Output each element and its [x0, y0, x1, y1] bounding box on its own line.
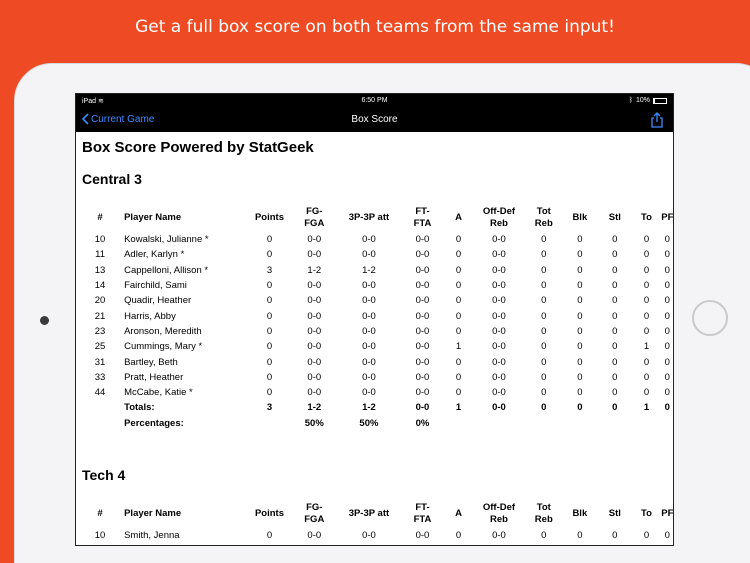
- column-header-pf: PF: [661, 508, 674, 519]
- navigation-bar: [76, 108, 673, 132]
- camera: [40, 316, 49, 325]
- cell-off-def-reb: 0-0: [492, 280, 506, 292]
- cell-blk: 0: [577, 387, 583, 399]
- column-header-ft: FT- FTA: [413, 206, 432, 229]
- cell-three-pt: 0-0: [362, 310, 376, 322]
- player-row: [76, 247, 674, 262]
- cell-tot-reb: 0: [541, 264, 547, 276]
- cell-assists: [443, 416, 474, 431]
- cell-assists: 0: [455, 234, 462, 246]
- cell-stl: 0: [612, 325, 618, 337]
- column-header-off-def-reb: Off-Def Reb: [482, 502, 516, 525]
- cell-num: 33: [94, 371, 106, 383]
- cell-num: 31: [94, 356, 106, 368]
- player-row: [76, 232, 674, 247]
- cell-stl: 0: [612, 280, 618, 292]
- cell-points: 0: [266, 356, 273, 368]
- cell-assists: 0: [455, 280, 462, 292]
- cell-assists: 0: [455, 356, 462, 368]
- cell-ft: 0-0: [415, 530, 430, 542]
- cell-num: 21: [94, 310, 106, 322]
- cell-three-pt: 0-0: [362, 371, 376, 383]
- cell-tot-reb: 0: [541, 356, 547, 368]
- column-header-num: #: [97, 212, 103, 223]
- cell-off-def-reb: 0-0: [492, 234, 506, 246]
- box-score-table: [76, 204, 674, 431]
- cell-num: 11: [95, 249, 105, 261]
- cell-tot-reb: 0: [541, 310, 547, 322]
- cell-stl: 0: [612, 295, 618, 307]
- cell-assists: 0: [455, 310, 462, 322]
- cell-fg: 0-0: [307, 310, 322, 322]
- cell-stl: 0: [612, 310, 618, 322]
- cell-fg: 0-0: [307, 356, 322, 368]
- cell-pf: 0: [664, 249, 670, 261]
- cell-to: 0: [643, 387, 650, 399]
- cell-blk: [563, 416, 596, 431]
- player-row: [76, 324, 674, 339]
- cell-tot-reb: 0: [541, 371, 547, 383]
- cell-to: 0: [643, 249, 650, 261]
- header-row: [76, 500, 674, 528]
- cell-fg: 0-0: [307, 249, 322, 261]
- cell-tot-reb: 0: [541, 249, 547, 261]
- cell-num: 13: [94, 264, 106, 276]
- column-header-three-pt: 3P-3P att: [348, 212, 390, 223]
- cell-assists: 1: [455, 402, 462, 414]
- promo-banner: Get a full box score on both teams from the same input!: [135, 17, 615, 37]
- cell-fg: 1-2: [307, 264, 322, 276]
- cell-pf: 0: [664, 530, 670, 542]
- column-header-three-pt: 3P-3P att: [348, 508, 390, 519]
- cell-off-def-reb: 0-0: [492, 356, 506, 368]
- cell-ft: 0-0: [415, 264, 430, 276]
- cell-pf: 0: [664, 264, 670, 276]
- battery-fill: [654, 99, 655, 103]
- cell-assists: 0: [455, 530, 462, 542]
- column-header-off-def-reb: Off-Def Reb: [482, 206, 516, 229]
- cell-pf: 0: [664, 341, 670, 353]
- cell-three-pt: 0-0: [362, 387, 376, 399]
- cell-three-pt: 0-0: [362, 530, 376, 542]
- cell-blk: 0: [577, 402, 583, 414]
- cell-assists: 1: [455, 341, 462, 353]
- cell-stl: 0: [612, 402, 618, 414]
- cell-num: 25: [94, 341, 106, 353]
- cell-points: 3: [266, 264, 273, 276]
- cell-fg: 0-0: [307, 280, 322, 292]
- cell-points: [247, 416, 293, 431]
- cell-three-pt: 1-2: [362, 402, 376, 414]
- cell-fg: 0-0: [307, 530, 322, 542]
- cell-assists: 0: [455, 295, 462, 307]
- cell-points: 0: [266, 280, 273, 292]
- battery-icon: [653, 98, 667, 104]
- status-bar: [76, 94, 673, 108]
- cell-tot-reb: 0: [541, 234, 547, 246]
- header-row: [76, 204, 674, 232]
- column-header-tot-reb: Tot Reb: [534, 206, 553, 229]
- cell-num: [76, 400, 124, 415]
- cell-pf: 0: [664, 402, 670, 414]
- clock: 6:50 PM: [361, 97, 388, 104]
- page-title: Box Score Powered by StatGeek: [82, 139, 314, 156]
- cell-to: 0: [643, 325, 650, 337]
- cell-blk: 0: [577, 234, 583, 246]
- cell-player-name: Kowalski, Julianne *: [124, 234, 209, 246]
- cell-stl: 0: [612, 341, 618, 353]
- cell-ft: 0-0: [415, 341, 430, 353]
- cell-assists: 0: [455, 387, 462, 399]
- player-row: [76, 263, 674, 278]
- cell-num: 20: [94, 295, 106, 307]
- cell-to: 0: [643, 530, 650, 542]
- cell-tot-reb: 0: [541, 402, 547, 414]
- cell-pf: 0: [664, 387, 670, 399]
- cell-points: 0: [266, 530, 273, 542]
- cell-pf: 0: [664, 310, 670, 322]
- cell-to: 1: [643, 402, 650, 414]
- back-label: Current Game: [91, 113, 155, 125]
- player-row: [76, 278, 674, 293]
- cell-points: 3: [266, 402, 273, 414]
- column-header-tot-reb: Tot Reb: [534, 502, 553, 525]
- cell-tot-reb: 0: [541, 280, 547, 292]
- cell-pf: 0: [664, 295, 670, 307]
- cell-off-def-reb: 0-0: [492, 264, 506, 276]
- cell-stl: 0: [612, 530, 618, 542]
- box-score-table: [76, 500, 674, 543]
- player-row: [76, 354, 674, 369]
- column-header-player-name: Player Name: [124, 508, 182, 519]
- cell-blk: 0: [577, 356, 583, 368]
- cell-blk: 0: [577, 280, 583, 292]
- cell-stl: 0: [612, 249, 618, 261]
- cell-fg: 0-0: [307, 295, 322, 307]
- player-row: [76, 293, 674, 308]
- cell-three-pt: 0-0: [362, 280, 376, 292]
- cell-off-def-reb: 0-0: [492, 341, 506, 353]
- cell-three-pt: 0-0: [362, 234, 376, 246]
- team-name: Central 3: [82, 171, 142, 187]
- cell-stl: 0: [612, 356, 618, 368]
- player-row: [76, 308, 674, 323]
- cell-pf: 0: [664, 234, 670, 246]
- cell-blk: 0: [577, 295, 583, 307]
- column-header-pf: PF: [661, 212, 674, 223]
- cell-off-def-reb: 0-0: [492, 325, 506, 337]
- cell-blk: 0: [577, 530, 583, 542]
- cell-blk: 0: [577, 371, 583, 383]
- battery-status: [629, 97, 667, 104]
- cell-points: 0: [266, 234, 273, 246]
- cell-fg: 1-2: [307, 402, 322, 414]
- cell-off-def-reb: 0-0: [492, 249, 506, 261]
- cell-num: 44: [94, 387, 106, 399]
- cell-three-pt: 0-0: [362, 356, 376, 368]
- player-row: [76, 528, 674, 543]
- cell-pf: [660, 416, 674, 431]
- share-icon: [651, 112, 663, 128]
- cell-blk: 0: [577, 249, 583, 261]
- cell-ft: 0%: [415, 417, 430, 429]
- cell-assists: 0: [455, 264, 462, 276]
- totals-row: [76, 400, 674, 415]
- share-button[interactable]: [651, 112, 663, 133]
- cell-tot-reb: 0: [541, 530, 547, 542]
- cell-off-def-reb: 0-0: [492, 387, 506, 399]
- column-header-to: To: [641, 212, 652, 223]
- cell-blk: 0: [577, 341, 583, 353]
- cell-ft: 0-0: [415, 371, 430, 383]
- cell-points: 0: [266, 387, 273, 399]
- wifi-icon: ≋: [97, 98, 104, 105]
- cell-three-pt: 0-0: [362, 249, 376, 261]
- cell-pf: 0: [664, 325, 670, 337]
- column-header-blk: Blk: [572, 212, 588, 223]
- cell-pf: 0: [664, 356, 670, 368]
- column-header-points: Points: [254, 212, 284, 223]
- percentages-row: [76, 416, 674, 431]
- cell-to: 0: [643, 264, 650, 276]
- cell-tot-reb: 0: [541, 325, 547, 337]
- cell-ft: 0-0: [415, 325, 430, 337]
- cell-player-name: Bartley, Beth: [124, 356, 178, 368]
- cell-to: 0: [643, 310, 650, 322]
- cell-off-def-reb: 0-0: [492, 402, 506, 414]
- cell-num: 14: [94, 280, 106, 292]
- cell-points: 0: [266, 371, 273, 383]
- cell-player-name: Totals:: [124, 402, 155, 414]
- cell-to: 0: [643, 280, 650, 292]
- player-row: [76, 370, 674, 385]
- cell-tot-reb: 0: [541, 341, 547, 353]
- cell-to: 0: [643, 371, 650, 383]
- cell-fg: 0-0: [307, 371, 322, 383]
- cell-stl: 0: [612, 387, 618, 399]
- cell-ft: 0-0: [415, 280, 430, 292]
- cell-three-pt: 50%: [359, 417, 379, 429]
- cell-blk: 0: [577, 310, 583, 322]
- cell-num: 10: [94, 234, 106, 246]
- cell-off-def-reb: 0-0: [492, 310, 506, 322]
- home-button[interactable]: [692, 300, 728, 336]
- column-header-ft: FT- FTA: [413, 502, 432, 525]
- cell-three-pt: 0-0: [362, 341, 376, 353]
- player-row: [76, 385, 674, 400]
- cell-blk: 0: [577, 264, 583, 276]
- cell-stl: 0: [612, 264, 618, 276]
- cell-ft: 0-0: [415, 402, 430, 414]
- nav-title: Box Score: [351, 114, 398, 125]
- column-header-assists: A: [455, 212, 462, 223]
- column-header-points: Points: [254, 508, 284, 519]
- cell-blk: 0: [577, 325, 583, 337]
- cell-stl: 0: [612, 371, 618, 383]
- cell-points: 0: [266, 249, 273, 261]
- team-name: Tech 4: [82, 467, 126, 483]
- cell-fg: 50%: [304, 417, 324, 429]
- cell-player-name: McCabe, Katie *: [124, 387, 193, 399]
- cell-fg: 0-0: [307, 387, 322, 399]
- cell-assists: 0: [455, 249, 462, 261]
- column-header-num: #: [97, 508, 103, 519]
- cell-player-name: Quadir, Heather: [124, 295, 192, 307]
- cell-to: 0: [643, 234, 650, 246]
- cell-num: 23: [94, 325, 106, 337]
- cell-ft: 0-0: [415, 356, 430, 368]
- cell-assists: 0: [455, 371, 462, 383]
- column-header-stl: Stl: [608, 212, 621, 223]
- cell-player-name: Harris, Abby: [124, 310, 176, 322]
- cell-points: 0: [266, 341, 273, 353]
- column-header-blk: Blk: [572, 508, 588, 519]
- cell-tot-reb: 0: [541, 295, 547, 307]
- cell-ft: 0-0: [415, 295, 430, 307]
- cell-player-name: Fairchild, Sami: [124, 280, 187, 292]
- cell-player-name: Cappelloni, Allison *: [124, 264, 209, 276]
- cell-off-def-reb: 0-0: [492, 295, 506, 307]
- cell-stl: 0: [612, 234, 618, 246]
- column-header-player-name: Player Name: [124, 212, 182, 223]
- device-name: iPad: [82, 98, 97, 105]
- cell-fg: 0-0: [307, 341, 322, 353]
- column-header-to: To: [641, 508, 652, 519]
- cell-off-def-reb: 0-0: [492, 530, 506, 542]
- cell-three-pt: 0-0: [362, 295, 376, 307]
- cell-player-name: Aronson, Meredith: [124, 325, 202, 337]
- cell-ft: 0-0: [415, 387, 430, 399]
- cell-num: 10: [94, 530, 106, 542]
- cell-points: 0: [266, 310, 273, 322]
- cell-three-pt: 1-2: [362, 264, 376, 276]
- cell-fg: 0-0: [307, 234, 322, 246]
- column-header-fg: FG- FGA: [304, 206, 325, 229]
- cell-to: 0: [643, 356, 650, 368]
- cell-player-name: Smith, Jenna: [124, 530, 180, 542]
- cell-ft: 0-0: [415, 310, 430, 322]
- bluetooth-icon: ᛒ: [628, 97, 633, 104]
- cell-player-name: Percentages:: [124, 417, 184, 429]
- cell-points: 0: [266, 325, 273, 337]
- cell-player-name: Adler, Karlyn *: [124, 249, 185, 261]
- cell-to: [633, 416, 659, 431]
- cell-assists: 0: [455, 325, 462, 337]
- app-screen: [75, 93, 674, 546]
- column-header-stl: Stl: [608, 508, 621, 519]
- cell-ft: 0-0: [415, 234, 430, 246]
- cell-points: 0: [266, 295, 273, 307]
- cell-to: 1: [643, 341, 650, 353]
- cell-pf: 0: [664, 371, 670, 383]
- cell-off-def-reb: 0-0: [492, 371, 506, 383]
- column-header-assists: A: [455, 508, 462, 519]
- battery-percent: 10%: [635, 97, 650, 104]
- cell-ft: 0-0: [415, 249, 430, 261]
- cell-off-def-reb: [474, 416, 524, 431]
- cell-tot-reb: 0: [541, 387, 547, 399]
- cell-fg: 0-0: [307, 325, 322, 337]
- cell-stl: [596, 416, 633, 431]
- column-header-fg: FG- FGA: [304, 502, 325, 525]
- cell-pf: 0: [664, 280, 670, 292]
- cell-to: 0: [643, 295, 650, 307]
- cell-player-name: Pratt, Heather: [124, 371, 184, 383]
- cell-tot-reb: [524, 416, 563, 431]
- cell-three-pt: 0-0: [362, 325, 376, 337]
- cell-num: [76, 416, 124, 431]
- player-row: [76, 339, 674, 354]
- cell-player-name: Cummings, Mary *: [124, 341, 203, 353]
